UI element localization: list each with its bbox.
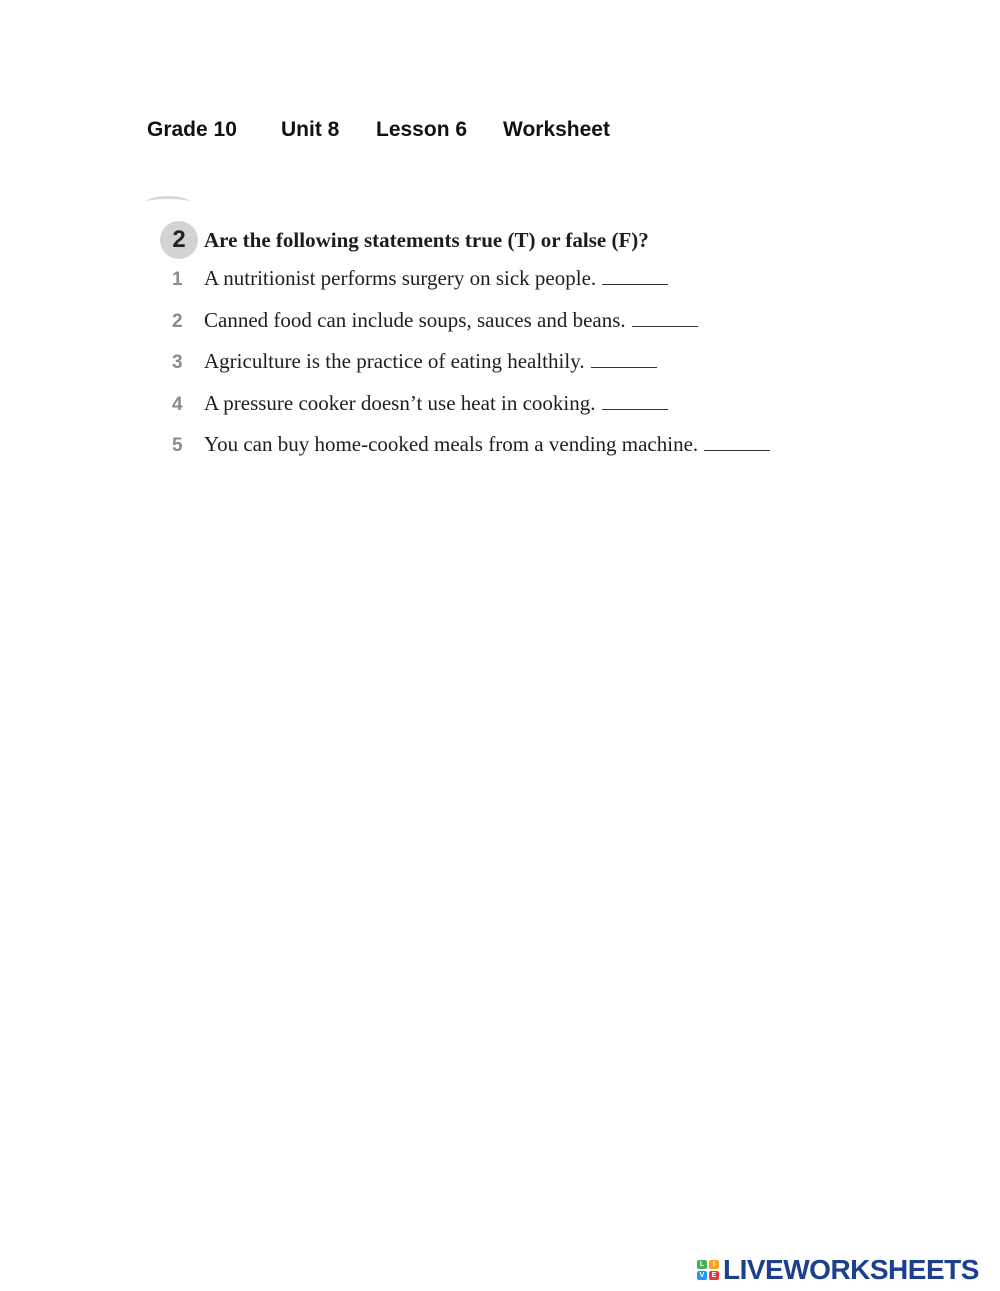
answer-blank[interactable]	[632, 325, 698, 327]
statement-list	[160, 266, 880, 474]
statement-number: 2	[172, 310, 183, 332]
mark-square-e: E	[709, 1271, 719, 1280]
lesson-label: Lesson 6	[376, 118, 468, 141]
exercise-number-badge: 2	[160, 221, 198, 259]
liveworksheets-mark-icon	[697, 1260, 719, 1280]
statement-text: Canned food can include soups, sauces and beans.	[204, 307, 626, 332]
statement-number: 1	[172, 269, 183, 290]
decorative-arc	[146, 196, 190, 209]
grade-label: Grade 10	[147, 118, 237, 141]
mark-square-l: L	[697, 1260, 707, 1269]
statement-text: Agriculture is the practice of eating healthily.	[204, 349, 585, 373]
statement-item-1	[160, 266, 880, 308]
exercise-instruction: Are the following statements true (T) or false (F)?	[204, 227, 649, 252]
answer-blank[interactable]	[602, 408, 668, 410]
statement-number: 5	[172, 435, 183, 456]
worksheet-header	[147, 118, 610, 142]
answer-blank[interactable]	[704, 449, 770, 451]
statement-text: You can buy home-cooked meals from a vending machine.	[204, 432, 699, 456]
worksheet-label: Worksheet	[503, 118, 610, 141]
statement-item-4	[160, 391, 880, 433]
mark-square-v: V	[697, 1271, 707, 1280]
statement-item-2	[160, 308, 880, 350]
exercise-heading	[160, 220, 880, 260]
statement-text: A nutritionist performs surgery on sick people.	[204, 266, 597, 290]
exercise-block	[160, 220, 880, 474]
liveworksheets-logo	[697, 1254, 979, 1286]
answer-blank[interactable]	[602, 283, 668, 285]
statement-number: 4	[172, 393, 183, 415]
answer-blank[interactable]	[591, 366, 657, 368]
liveworksheets-wordmark: LIVEWORKSHEETS	[723, 1254, 979, 1285]
statement-item-5	[160, 432, 880, 474]
mark-square-i: I	[709, 1260, 719, 1269]
unit-label: Unit 8	[281, 118, 340, 141]
statement-text: A pressure cooker doesn’t use heat in cooking.	[204, 390, 596, 415]
statement-number: 3	[172, 352, 183, 373]
statement-item-3	[160, 349, 880, 391]
